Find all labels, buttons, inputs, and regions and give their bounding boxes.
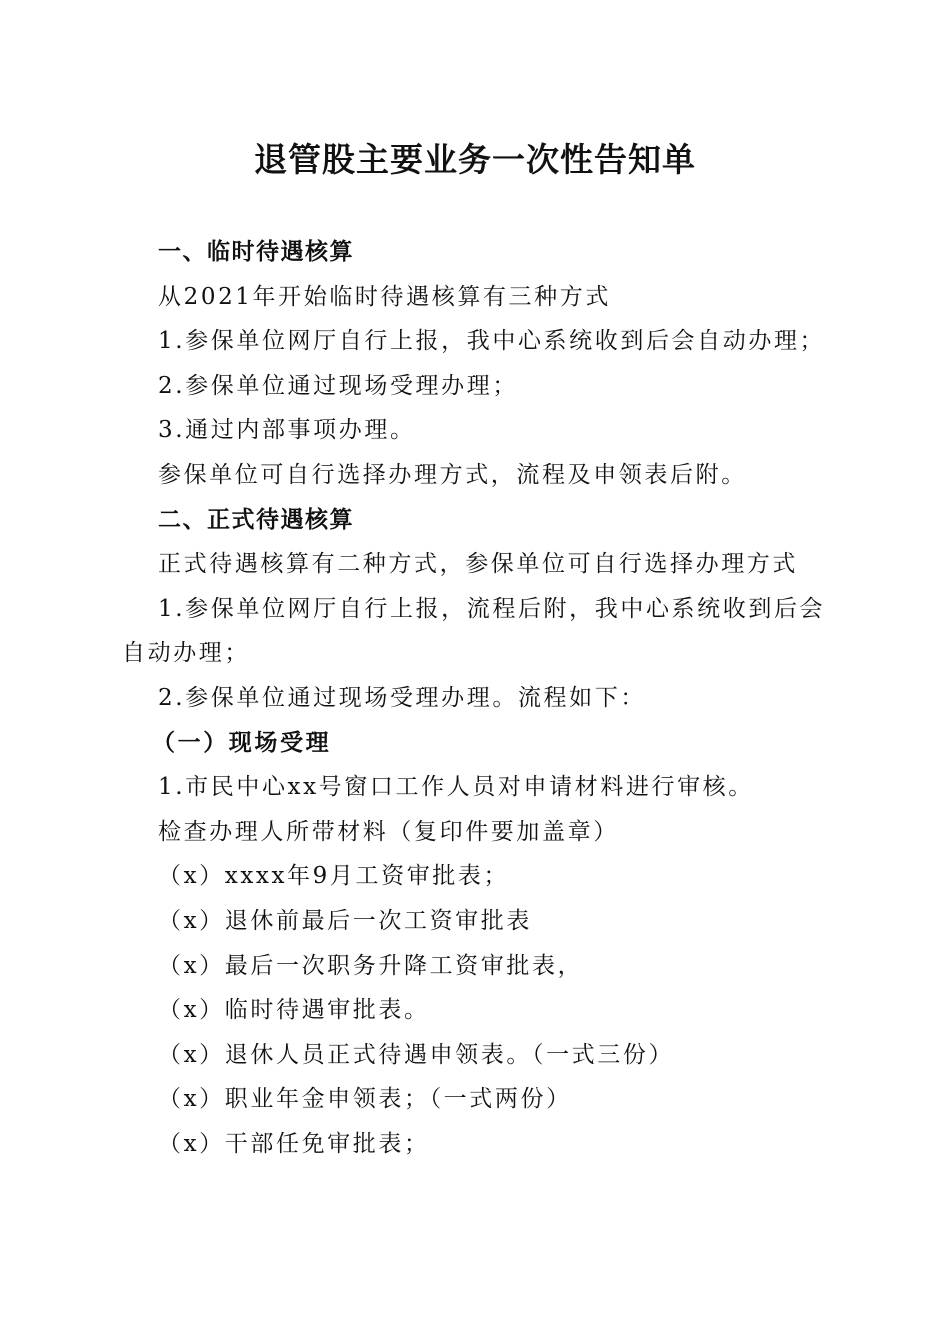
material-item: （x）xxxx年9月工资审批表； <box>158 863 510 890</box>
paragraph: 参保单位可自行选择办理方式，流程及申领表后附。 <box>158 461 747 488</box>
list-item-continuation: 自动办理； <box>122 640 250 667</box>
material-item: （x）退休人员正式待遇申领表。（一式三份） <box>158 1041 675 1068</box>
list-item: 1.参保单位网厅自行上报，我中心系统收到后会自动办理； <box>158 328 826 355</box>
subsection-heading-onsite: （一）现场受理 <box>152 728 332 756</box>
document-body <box>122 230 828 1166</box>
paragraph: 1.市民中心xx号窗口工作人员对申请材料进行审核。 <box>158 774 754 801</box>
material-item: （x）退休前最后一次工资审批表 <box>158 907 532 934</box>
material-item: （x）干部任免审批表； <box>158 1130 430 1157</box>
list-item: 3.通过内部事项办理。 <box>158 417 416 444</box>
section-heading-formal-benefit: 二、正式待遇核算 <box>158 506 354 533</box>
material-item: （x）职业年金申领表；（一式两份） <box>158 1086 572 1113</box>
list-item: 2.参保单位通过现场受理办理。流程如下： <box>158 684 646 711</box>
list-item: 2.参保单位通过现场受理办理； <box>158 372 518 399</box>
paragraph: 检查办理人所带材料（复印件要加盖章） <box>158 818 619 845</box>
material-item: （x）临时待遇审批表。 <box>158 997 430 1024</box>
section-heading-temporary-benefit: 一、临时待遇核算 <box>158 239 354 265</box>
material-item: （x）最后一次职务升降工资审批表， <box>158 952 584 979</box>
document-title: 退管股主要业务一次性告知单 <box>254 140 696 179</box>
paragraph: 从2021年开始临时待遇核算有三种方式 <box>158 283 611 310</box>
list-item: 1.参保单位网厅自行上报，流程后附，我中心系统收到后会 <box>158 595 826 622</box>
paragraph: 正式待遇核算有二种方式，参保单位可自行选择办理方式 <box>158 551 798 578</box>
